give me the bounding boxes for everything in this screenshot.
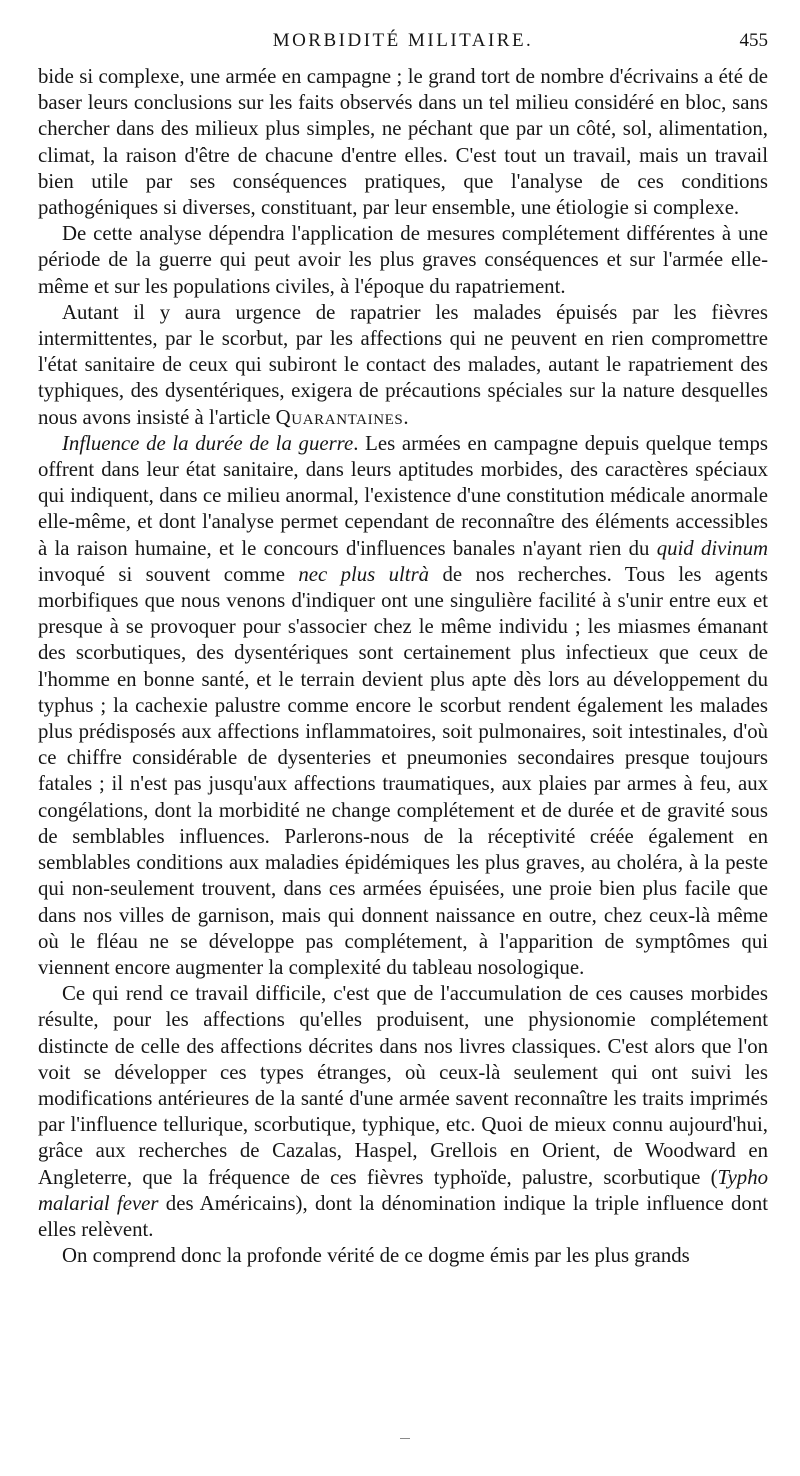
body-text xyxy=(38,64,768,1269)
paragraph xyxy=(38,300,768,431)
running-title: MORBIDITÉ MILITAIRE. xyxy=(272,30,534,51)
text-run: On comprend donc la profonde vérité de ce dogme émis par les plus grands xyxy=(62,1244,690,1268)
text-run: bide si complexe, une armée en campagne ; le grand tort de nombre d'écrivains a été de baser leurs conclusions sur les faits observés dans un tel milieu considéré en bloc, sans chercher dans des milieux plus simples, ne péchant que par un côté, sol, alimentation, climat, la raison d'être de chacune d'entre elles. C'est tout un travail, mais un travail bien utile par ses conséquences pratiques, que l'analyse de ces conditions pathogéniques si diverses, constituant, par leur ensemble, une étiologie si complexe. xyxy=(38,65,768,220)
page-number: 455 xyxy=(739,30,768,51)
paragraph xyxy=(38,981,768,1243)
paragraph xyxy=(38,221,768,300)
italic-text: Influence de la durée de la guerre xyxy=(62,431,354,455)
text-run: des Américains), dont la dénomination indique la triple influence dont elles relèvent. xyxy=(38,1191,768,1241)
text-run: . xyxy=(403,405,409,429)
text-run: Autant il y aura urgence de rapatrier les malades épuisés par les fièvres intermittentes, par le scorbut, par les affections qui ne peuvent en rien compromettre l'état sanitaire de ceux qui subiront le contact des malades, autant le rapatriement des typhiques, des dysentériques, exigera de précautions spéciales sur la nature desquelles nous avons insisté à l'article xyxy=(38,300,768,429)
italic-text: Typho malarial fever xyxy=(38,1165,768,1215)
italic-text: nec plus ultrà xyxy=(298,562,430,586)
text-run: Ce qui rend ce travail difficile, c'est que de l'accumulation de ces causes morbides résulte, pour les affections qu'elles produisent, une physionomie complétement distincte de celle des affections décrites dans nos livres classiques. C'est alors que l'on voit se développer ces types étranges, où ceux-là seulement qui ont suivi les modifications antérieures de la santé d'une armée savent reconnaître les traits imprimés par l'influence tellurique, scorbutique, typhique, etc. Quoi de mieux connu aujourd'hui, grâce aux recherches de Cazalas, Haspel, Grellois en Orient, de Woodward en Angleterre, que la fréquence de ces fièvres typhoïde, palustre, scorbutique ( xyxy=(38,982,768,1189)
paragraph xyxy=(38,64,768,221)
paragraph xyxy=(38,1243,768,1269)
text-run: . Les armées en campagne depuis quelque temps offrent dans leur état sanitaire, dans leurs aptitudes morbides, des caractères spéciaux qui indiquent, dans ce milieu anormal, l'existence d'une constitution médicale anormale elle-même, et dont l'analyse permet cependant de reconnaître des éléments accessibles à la raison humaine, et le concours d'influences banales n'ayant rien du xyxy=(38,431,768,560)
small-caps-text: Quarantaines xyxy=(275,405,404,429)
paragraph xyxy=(38,431,768,981)
text-run: De cette analyse dépendra l'application de mesures complétement différentes à une période de la guerre qui peut avoir les plus graves conséquences et sur l'armée elle-même et sur les populations civiles, à l'époque du rapatriement. xyxy=(38,222,768,298)
bottom-dash-mark xyxy=(400,1438,410,1439)
text-run: invoqué si souvent comme xyxy=(38,562,299,586)
text-run: de nos recherches. Tous les agents morbifiques que nous venons d'indiquer ont une singulière facilité à s'unir entre eux et presque à se provoquer pour s'associer chez le même individu ; les miasmes émanant des scorbutiques, des dysentériques sont certainement plus infectieux que ceux de l'homme en bonne santé, et le terrain devient plus apte dès lors au développement du typhus ; la cachexie palustre comme encore le scorbut rendent également les malades plus prédisposés aux affections inflammatoires, soit pulmonaires, soit intestinales, d'où ce chiffre considérable de dysenteries et pneumonies secondaires presque toujours fatales ; il n'est pas jusqu'aux affections traumatiques, aux plaies par armes à feu, aux congélations, dont la morbidité ne change complétement et de durée et de gravité sous de semblables influences. Parlerons-nous de la réceptivité créée également en semblables conditions aux maladies épidémiques les plus graves, au choléra, à la peste qui non-seulement trouvent, dans ces armées épuisées, une proie bien plus facile que dans nos villes de garnison, mais qui donnent naissance en outre, chez ceux-là même où le fléau ne se développe pas complétement, à l'apparition de symptômes qui viennent encore augmenter la complexité du tableau nosologique. xyxy=(38,562,769,979)
italic-text: quid divinum xyxy=(656,536,768,560)
page-header xyxy=(38,30,768,60)
